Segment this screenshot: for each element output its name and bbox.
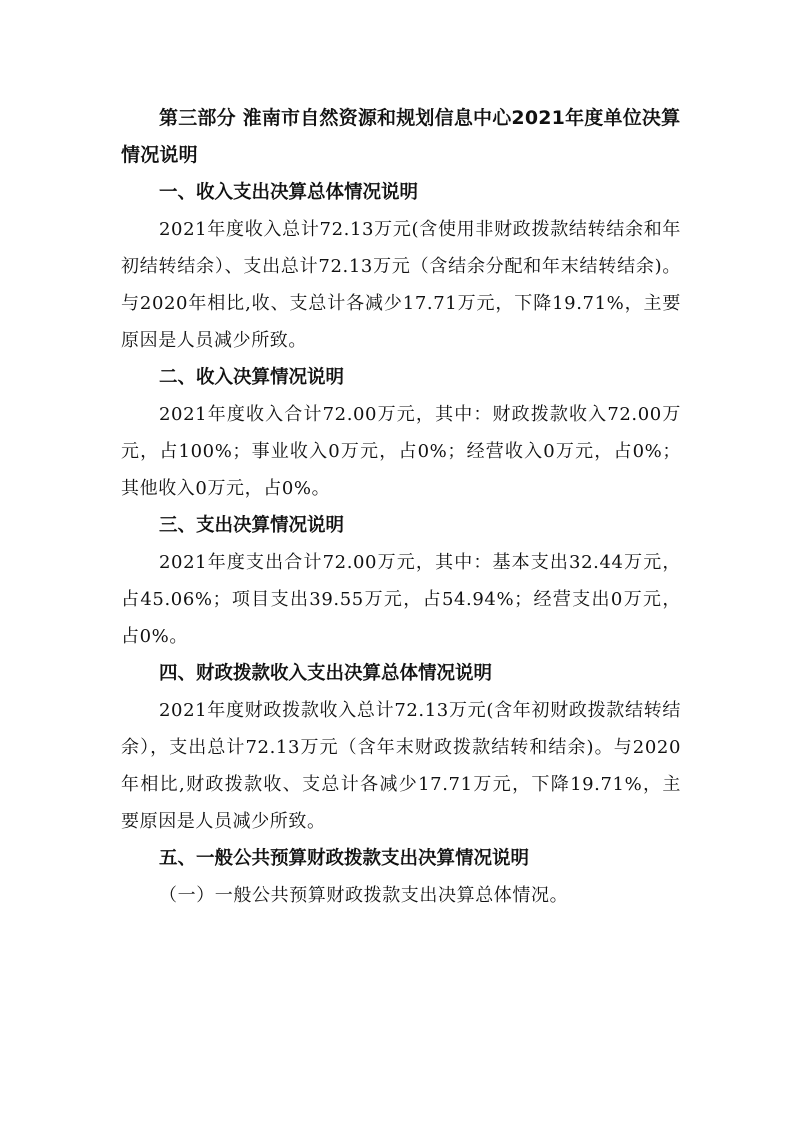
section-body-1: 2021年度收入总计72.13万元(含使用非财政拨款结转结余和年初结转结余）、支出总计72.13万元（含结余分配和年末结转结余)。与2020年相比,收、支总计各减少17.71万元，下降19.71%，主要原因是人员减少所致。	[121, 219, 681, 351]
section-heading-2: 二、收入决算情况说明	[159, 367, 345, 388]
section-heading-1: 一、收入支出决算总体情况说明	[159, 182, 419, 203]
section-subheading-5-1: （一）一般公共预算财政拨款支出决算总体情况。	[159, 885, 569, 906]
document-title: 第三部分 淮南市自然资源和规划信息中心2021年度单位决算情况说明	[121, 107, 681, 166]
section-body-4: 2021年度财政拨款收入总计72.13万元(含年初财政拨款结转结余），支出总计72.13万元（含年末财政拨款结转和结余)。与2020年相比,财政拨款收、支总计各减少17.71万元，下降19.71%，主要原因是人员减少所致。	[121, 700, 681, 832]
section-heading-3: 三、支出决算情况说明	[159, 515, 345, 536]
section-body-2: 2021年度收入合计72.00万元，其中：财政拨款收入72.00万元，占100%；事业收入0万元，占0%；经营收入0万元，占0%；其他收入0万元，占0%。	[121, 404, 681, 499]
document-content	[121, 100, 681, 914]
section-heading-5: 五、一般公共预算财政拨款支出决算情况说明	[159, 848, 530, 869]
section-heading-4: 四、财政拨款收入支出决算总体情况说明	[159, 663, 493, 684]
section-body-3: 2021年度支出合计72.00万元，其中：基本支出32.44万元，占45.06%；项目支出39.55万元，占54.94%；经营支出0万元，占0%。	[121, 552, 681, 647]
